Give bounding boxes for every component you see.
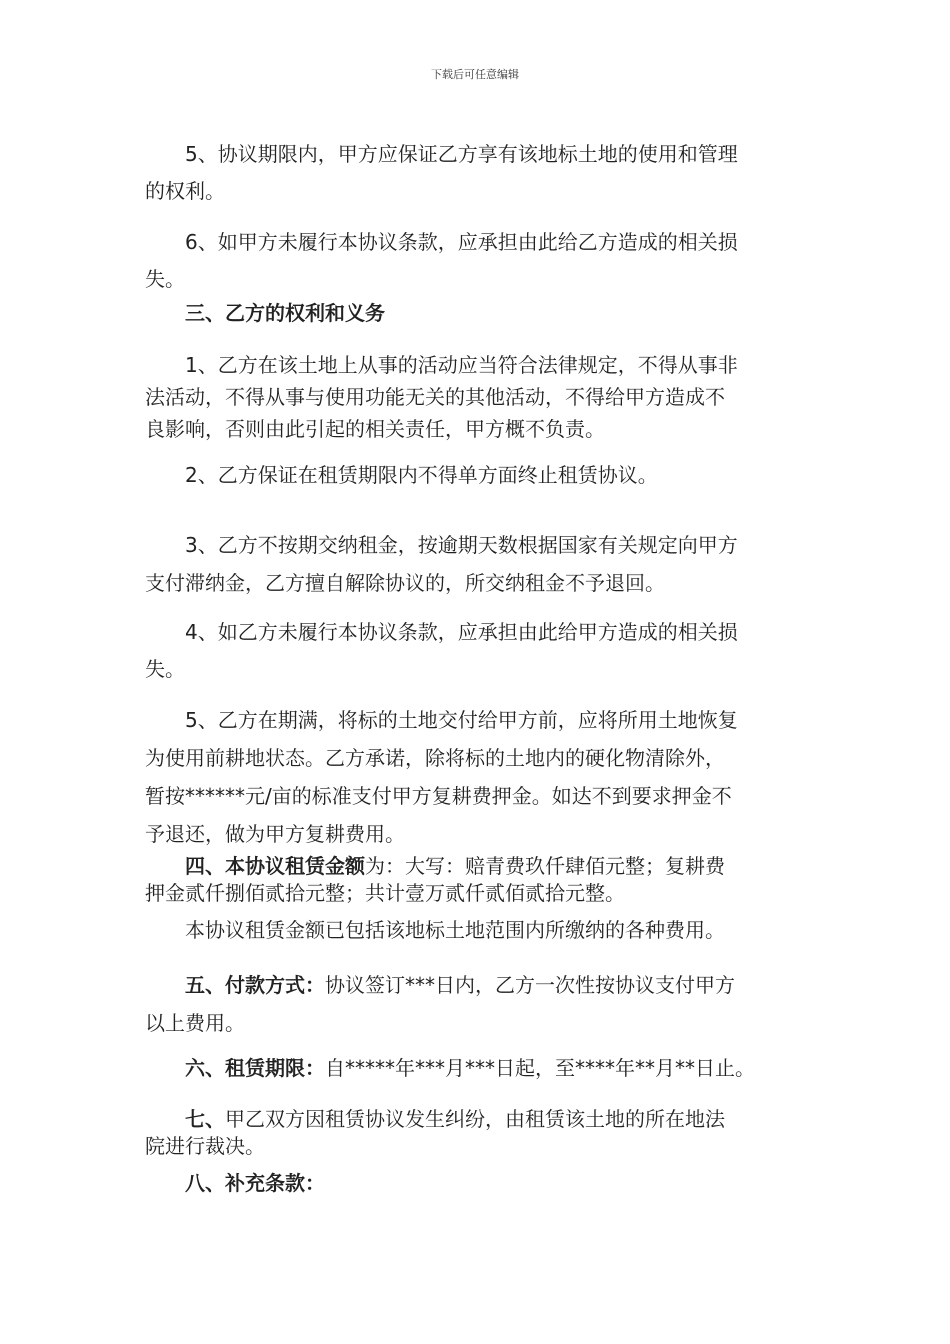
clause-rent-amount: 四、本协议租赁金额为：大写：赔青费玖仟肆佰元整；复耕费 押金贰仟捌佰贰拾元整；共计壹万贰仟贰佰贰拾元整。 xyxy=(145,854,725,905)
clause-a5: 5、协议期限内，甲方应保证乙方享有该地标土地的使用和管理 的权利。 xyxy=(145,142,738,203)
clause-b4: 4、如乙方未履行本协议条款，应承担由此给甲方造成的相关损 失。 xyxy=(145,620,738,681)
clause-b5: 5、乙方在期满，将标的土地交付给甲方前，应将所用土地恢复 为使用前耕地状态。乙方承诺，除将标的土地内的硬化物清除外， 暂按******元/亩的标准支付甲方复耕费押金。如达不到要求押金不 予退还，做为甲方复耕费用。 xyxy=(145,708,738,846)
clause-dispute: 七、甲乙双方因租赁协议发生纠纷，由租赁该土地的所在地法 院进行裁决。 xyxy=(145,1107,725,1158)
clause-a6: 6、如甲方未履行本协议条款，应承担由此给乙方造成的相关损 失。 xyxy=(145,230,738,291)
clause-payment: 五、付款方式：协议签订***日内，乙方一次性按协议支付甲方 以上费用。 xyxy=(145,973,735,1035)
clause-term: 六、租赁期限：自*****年***月***日起，至****年**月**日止。 xyxy=(145,1056,755,1080)
clause-b1: 1、乙方在该土地上从事的活动应当符合法律规定，不得从事非 法活动，不得从事与使用功能无关的其他活动，不得给甲方造成不 良影响，否则由此引起的相关责任，甲方概不负责。 xyxy=(145,353,738,441)
clause-rent-note: 本协议租赁金额已包括该地标土地范围内所缴纳的各种费用。 xyxy=(145,918,725,942)
clause-supplement: 八、补充条款： xyxy=(145,1171,325,1195)
clause-b3: 3、乙方不按期交纳租金，按逾期天数根据国家有关规定向甲方 支付滞纳金，乙方擅自解除协议的，所交纳租金不予退回。 xyxy=(145,533,738,595)
section-heading-3: 三、乙方的权利和义务 xyxy=(145,301,385,325)
clause-b2: 2、乙方保证在租赁期限内不得单方面终止租赁协议。 xyxy=(145,463,658,487)
page-header: 下载后可任意编辑 xyxy=(431,68,519,81)
